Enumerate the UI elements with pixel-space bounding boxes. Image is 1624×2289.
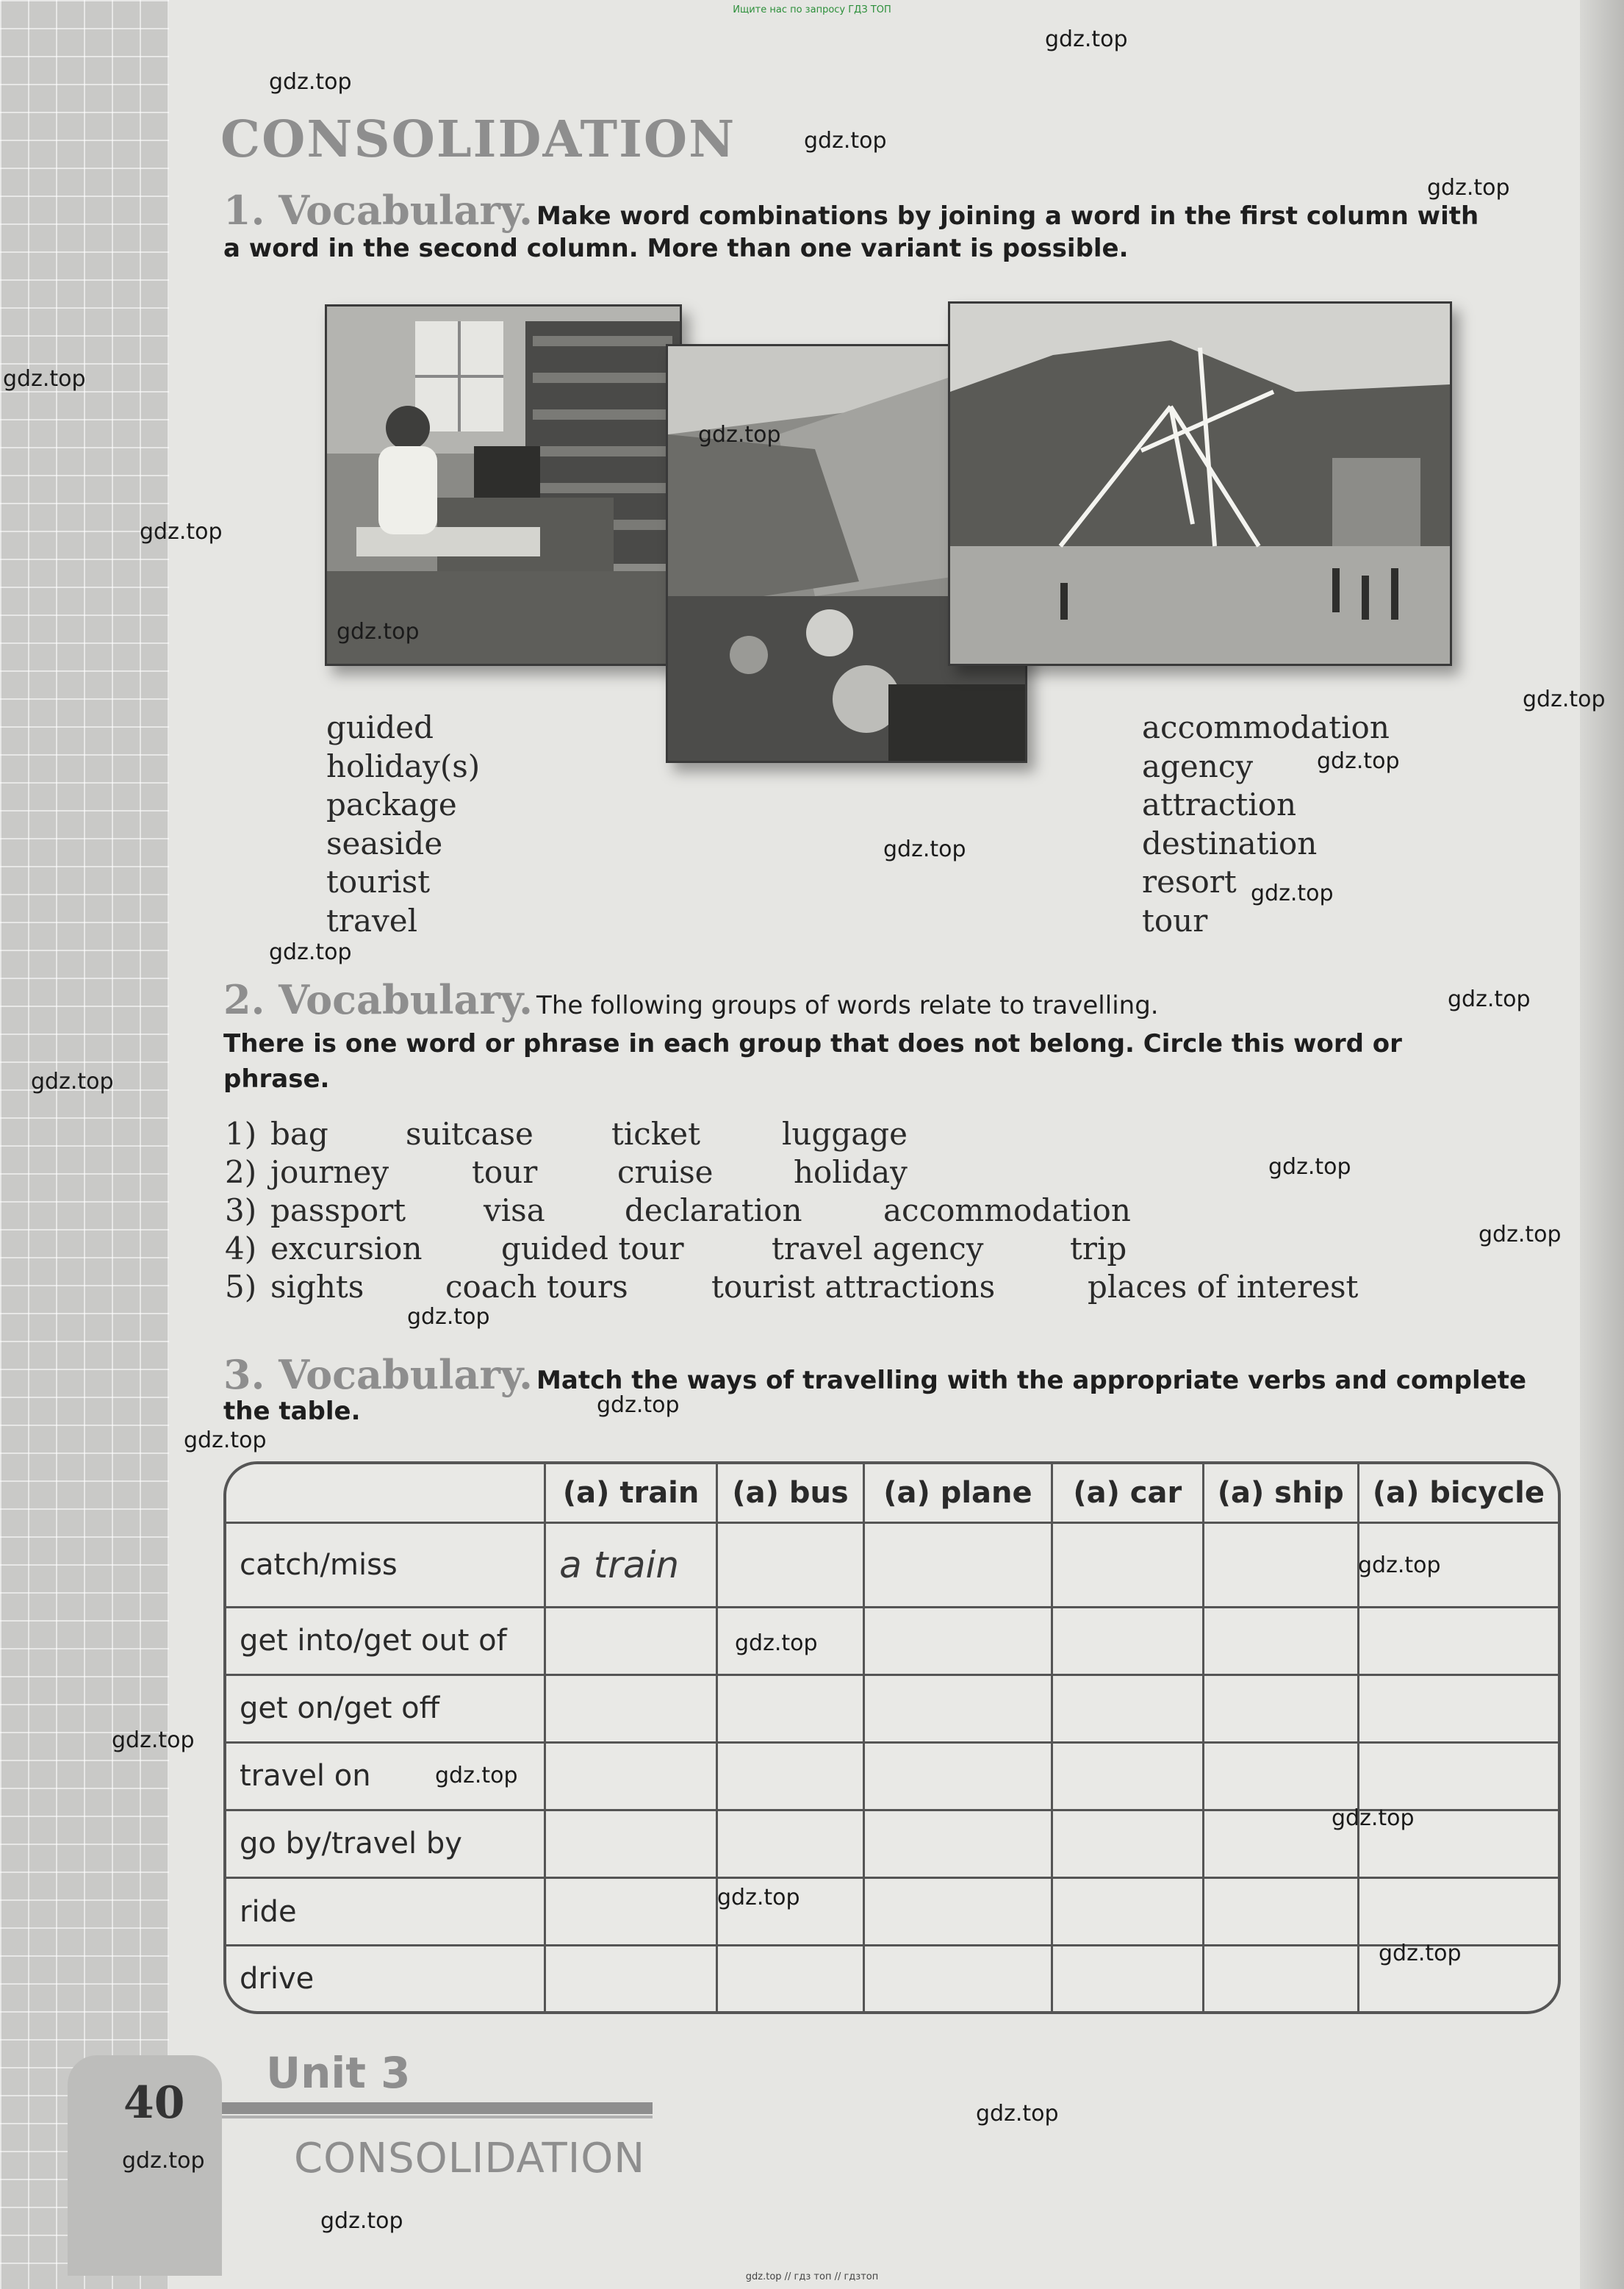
answer-cell[interactable] bbox=[864, 1878, 1052, 1946]
table-row bbox=[226, 1674, 1558, 1742]
watermark: gdz.top bbox=[1427, 175, 1510, 201]
column-header: (a) car bbox=[1052, 1464, 1203, 1523]
header-note: Ищите нас по запросу ГДЗ ТОП bbox=[733, 4, 891, 15]
footer-divider bbox=[222, 2102, 653, 2114]
table-row bbox=[226, 1607, 1558, 1674]
answer-cell[interactable] bbox=[1203, 1607, 1358, 1674]
answer-cell[interactable] bbox=[864, 1946, 1052, 2011]
answer-cell[interactable] bbox=[1052, 1523, 1203, 1608]
group-number: 3) bbox=[225, 1192, 257, 1228]
answer-cell[interactable] bbox=[1052, 1946, 1203, 2011]
answer-cell[interactable] bbox=[1358, 1607, 1558, 1674]
group-number: 4) bbox=[225, 1231, 257, 1267]
table-corner-cell bbox=[226, 1464, 545, 1523]
section-2-instruction-inline: The following groups of words relate to travelling. bbox=[536, 991, 1159, 1020]
watermark: gdz.top bbox=[1358, 1552, 1441, 1578]
right-word: agency bbox=[1142, 748, 1254, 784]
row-verb-label: go by/travel by bbox=[226, 1810, 545, 1877]
row-verb-label: travel on bbox=[226, 1742, 545, 1810]
column-header: (a) train bbox=[545, 1464, 717, 1523]
answer-cell[interactable] bbox=[864, 1742, 1052, 1810]
answer-cell[interactable] bbox=[1203, 1674, 1358, 1742]
answer-cell[interactable] bbox=[545, 1946, 717, 2011]
answer-cell[interactable] bbox=[1203, 1878, 1358, 1946]
section-1-instruction-line1: Make word combinations by joining a word in the first column with bbox=[536, 201, 1479, 231]
answer-cell[interactable] bbox=[1358, 1742, 1558, 1810]
travel-verbs-table bbox=[223, 1461, 1561, 2014]
answer-cell[interactable] bbox=[545, 1742, 717, 1810]
section-2-heading bbox=[223, 976, 1561, 1028]
answer-cell[interactable] bbox=[864, 1810, 1052, 1877]
watermark: gdz.top bbox=[1379, 1941, 1462, 1966]
answer-cell[interactable] bbox=[864, 1674, 1052, 1742]
answer-cell[interactable] bbox=[717, 1742, 864, 1810]
group-word: declaration bbox=[625, 1192, 802, 1228]
section-3-instruction-line2: the table. bbox=[223, 1397, 361, 1426]
row-verb-label: drive bbox=[226, 1946, 545, 2011]
answer-cell[interactable] bbox=[717, 1674, 864, 1742]
section-1-instruction-line2: a word in the second column. More than one variant is possible. bbox=[223, 234, 1129, 263]
group-word: suitcase bbox=[406, 1116, 533, 1152]
left-word: holiday(s) bbox=[326, 748, 481, 784]
watermark: gdz.top bbox=[1332, 1805, 1415, 1831]
group-word: excursion bbox=[270, 1231, 423, 1267]
left-word: tourist bbox=[326, 864, 431, 900]
watermark: gdz.top bbox=[1268, 1154, 1351, 1180]
watermark: gdz.top bbox=[122, 2148, 205, 2174]
table-header-row bbox=[226, 1464, 1558, 1523]
group-word: sights bbox=[270, 1269, 364, 1305]
answer-cell[interactable] bbox=[1203, 1742, 1358, 1810]
answer-cell[interactable] bbox=[1052, 1607, 1203, 1674]
answer-cell[interactable] bbox=[717, 1810, 864, 1877]
answer-cell[interactable] bbox=[545, 1810, 717, 1877]
group-number: 1) bbox=[225, 1116, 257, 1152]
page-edge-shadow bbox=[1580, 0, 1624, 2289]
group-word: guided tour bbox=[501, 1231, 684, 1267]
watermark: gdz.top bbox=[3, 366, 86, 392]
column-header: (a) ship bbox=[1203, 1464, 1358, 1523]
watermark: gdz.top bbox=[597, 1392, 680, 1418]
answer-cell[interactable] bbox=[1358, 1674, 1558, 1742]
column-header: (a) bicycle bbox=[1358, 1464, 1558, 1523]
answer-cell[interactable] bbox=[717, 1523, 864, 1608]
group-word: journey bbox=[270, 1154, 389, 1190]
right-word: tour bbox=[1142, 902, 1208, 939]
group-word: coach tours bbox=[445, 1269, 628, 1305]
table-row bbox=[226, 1878, 1558, 1946]
watermark: gdz.top bbox=[735, 1630, 818, 1656]
table-row bbox=[226, 1946, 1558, 2011]
seaside-resort-photo bbox=[948, 301, 1452, 666]
watermark: gdz.top bbox=[1251, 881, 1334, 906]
watermark: gdz.top bbox=[140, 519, 223, 545]
answer-cell[interactable] bbox=[1358, 1878, 1558, 1946]
watermark: gdz.top bbox=[1448, 986, 1531, 1012]
group-word: passport bbox=[270, 1192, 406, 1228]
watermark: gdz.top bbox=[804, 128, 887, 154]
group-word: holiday bbox=[794, 1154, 908, 1190]
answer-cell[interactable] bbox=[1052, 1810, 1203, 1877]
answer-cell[interactable] bbox=[1052, 1878, 1203, 1946]
word-column-left bbox=[326, 709, 480, 940]
group-word: bag bbox=[270, 1116, 328, 1152]
footer-divider-thin bbox=[222, 2116, 653, 2118]
row-verb-label: get on/get off bbox=[226, 1674, 545, 1742]
watermark: gdz.top bbox=[1523, 687, 1606, 712]
page-number: 40 bbox=[123, 2077, 185, 2129]
right-word: accommodation bbox=[1142, 709, 1390, 745]
section-3-number: 3. Vocabulary. bbox=[223, 1351, 533, 1398]
section-2-instruction-line3: phrase. bbox=[223, 1064, 330, 1094]
group-number: 5) bbox=[225, 1269, 257, 1305]
group-number: 2) bbox=[225, 1154, 257, 1190]
travel-agency-photo bbox=[325, 304, 682, 666]
page-margin-grid bbox=[0, 0, 169, 2289]
answer-cell[interactable] bbox=[545, 1607, 717, 1674]
group-word: ticket bbox=[611, 1116, 701, 1152]
answer-cell[interactable] bbox=[1052, 1742, 1203, 1810]
left-word: travel bbox=[326, 902, 418, 939]
column-header: (a) bus bbox=[717, 1464, 864, 1523]
table-row bbox=[226, 1742, 1558, 1810]
answer-cell[interactable] bbox=[864, 1607, 1052, 1674]
section-3-instruction-line1: Match the ways of travelling with the appropriate verbs and complete bbox=[536, 1366, 1527, 1395]
watermark: gdz.top bbox=[1045, 26, 1128, 52]
row-verb-label: ride bbox=[226, 1878, 545, 1946]
watermark: gdz.top bbox=[883, 837, 966, 862]
left-word: guided bbox=[326, 709, 434, 745]
group-word: trip bbox=[1070, 1231, 1127, 1267]
section-3-heading bbox=[223, 1351, 1561, 1403]
watermark: gdz.top bbox=[1479, 1222, 1562, 1247]
group-word: visa bbox=[484, 1192, 545, 1228]
footer-subtitle: CONSOLIDATION bbox=[294, 2135, 646, 2182]
answer-cell[interactable] bbox=[545, 1878, 717, 1946]
footer-note: gdz.top // гдз топ // гдзтоп bbox=[745, 2271, 879, 2282]
section-2-number: 2. Vocabulary. bbox=[223, 976, 533, 1023]
watermark: gdz.top bbox=[717, 1885, 800, 1910]
group-word: tour bbox=[472, 1154, 538, 1190]
answer-cell[interactable] bbox=[864, 1523, 1052, 1608]
right-word: attraction bbox=[1142, 787, 1297, 823]
answer-cell[interactable] bbox=[1203, 1523, 1358, 1608]
watermark: gdz.top bbox=[976, 2101, 1059, 2127]
watermark: gdz.top bbox=[320, 2208, 403, 2234]
watermark: gdz.top bbox=[31, 1069, 114, 1095]
section-1-number: 1. Vocabulary. bbox=[223, 187, 533, 234]
section-2-instruction-line2: There is one word or phrase in each group that does not belong. Circle this word or bbox=[223, 1029, 1402, 1058]
group-word: cruise bbox=[617, 1154, 714, 1190]
right-word: destination bbox=[1142, 825, 1318, 861]
unit-label: Unit 3 bbox=[266, 2048, 411, 2098]
page-title: CONSOLIDATION bbox=[220, 110, 736, 169]
answer-cell[interactable] bbox=[545, 1674, 717, 1742]
answer-cell[interactable]: a train bbox=[545, 1523, 717, 1608]
watermark: gdz.top bbox=[112, 1727, 195, 1753]
row-verb-label: catch/miss bbox=[226, 1523, 545, 1608]
watermark: gdz.top bbox=[184, 1428, 267, 1453]
watermark: gdz.top bbox=[1317, 748, 1400, 774]
answer-cell[interactable] bbox=[1052, 1674, 1203, 1742]
column-header: (a) plane bbox=[864, 1464, 1052, 1523]
row-verb-label: get into/get out of bbox=[226, 1607, 545, 1674]
watermark: gdz.top bbox=[435, 1763, 518, 1788]
watermark: gdz.top bbox=[407, 1304, 490, 1330]
left-word: package bbox=[326, 787, 457, 823]
group-word: places of interest bbox=[1088, 1269, 1359, 1305]
watermark: gdz.top bbox=[269, 939, 352, 965]
answer-cell[interactable] bbox=[717, 1946, 864, 2011]
left-word: seaside bbox=[326, 825, 443, 861]
group-word: accommodation bbox=[883, 1192, 1131, 1228]
group-word: travel agency bbox=[772, 1231, 984, 1267]
group-word: luggage bbox=[782, 1116, 908, 1152]
right-word: resort bbox=[1142, 864, 1237, 900]
answer-cell[interactable] bbox=[1203, 1946, 1358, 2011]
watermark: gdz.top bbox=[269, 69, 352, 95]
group-word: tourist attractions bbox=[711, 1269, 996, 1305]
watermark: gdz.top bbox=[698, 422, 781, 448]
watermark: gdz.top bbox=[337, 619, 420, 645]
